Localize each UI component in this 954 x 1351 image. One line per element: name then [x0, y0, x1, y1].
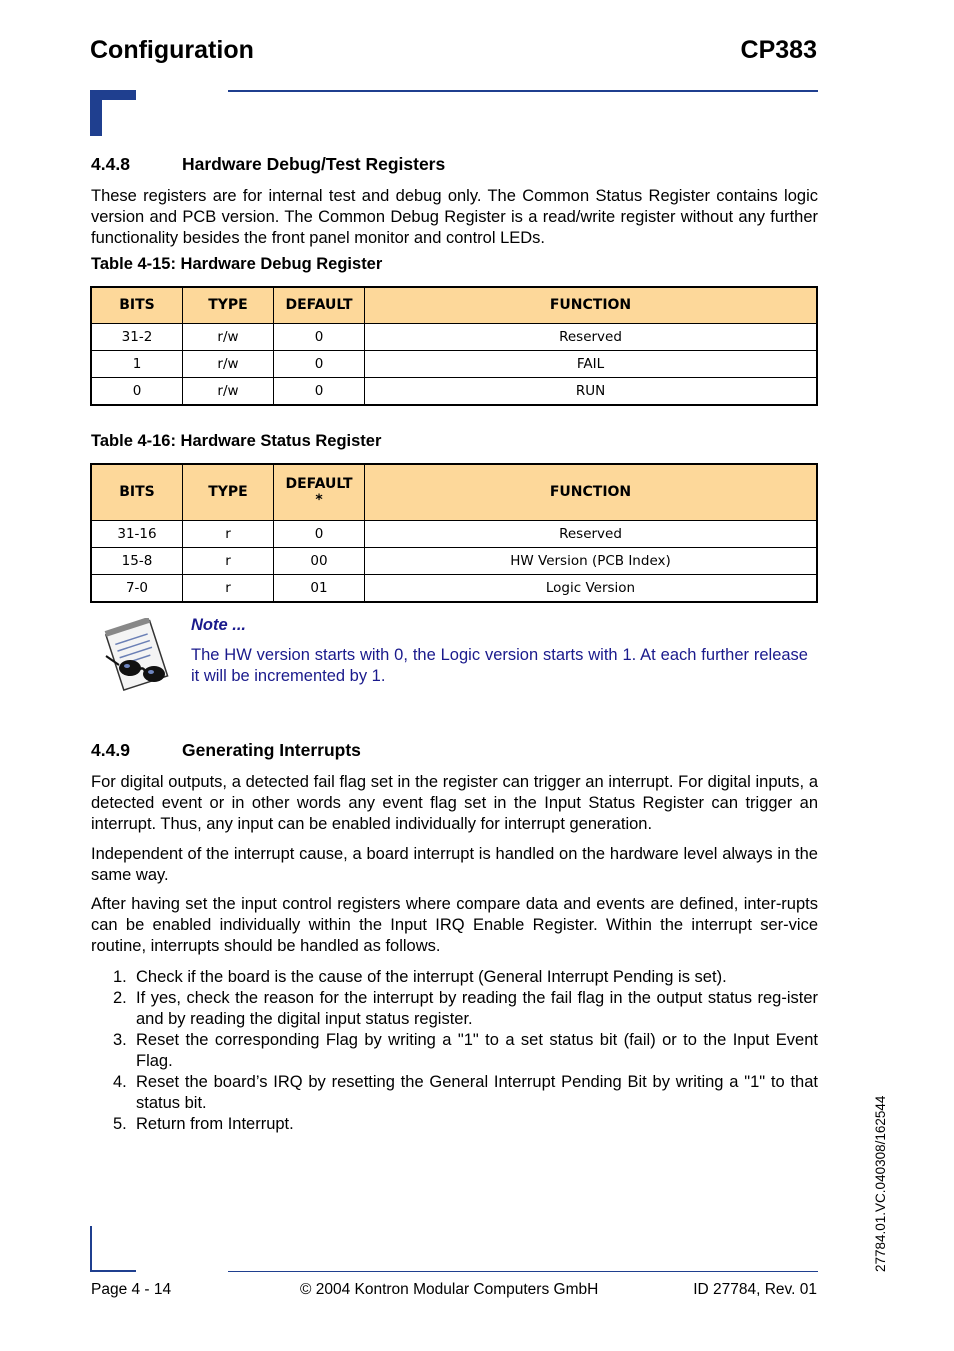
cell-default: 0: [274, 377, 365, 405]
note-notepad-glasses-icon: [100, 618, 176, 694]
cell-default: 00: [274, 547, 365, 574]
product-name: CP383: [740, 36, 817, 64]
section-number: 4.4.8: [91, 154, 130, 174]
col-header-function: FUNCTION: [365, 287, 818, 323]
note-title: Note ...: [191, 616, 247, 634]
hardware-debug-register-table: [90, 286, 818, 406]
list-item: [91, 988, 818, 1030]
col-header-type: TYPE: [183, 287, 274, 323]
table-header-row: [91, 287, 817, 323]
cell-function: Logic Version: [365, 574, 818, 602]
step-number: 1.: [113, 968, 127, 986]
cell-function: Reserved: [365, 323, 818, 350]
cell-function: HW Version (PCB Index): [365, 547, 818, 574]
cell-function: Reserved: [365, 520, 818, 547]
list-item: [91, 1114, 818, 1135]
col-header-default: DEFAULT: [274, 287, 365, 323]
list-item: [91, 1030, 818, 1072]
note-text: The HW version starts with 0, the Logic version starts with 1. At each further release it will be incremented by 1.: [191, 646, 808, 685]
footer-rule: [228, 1271, 818, 1272]
table-row: [91, 377, 817, 405]
footer-copyright: © 2004 Kontron Modular Computers GmbH: [300, 1281, 599, 1298]
cell-default: 0: [274, 350, 365, 377]
step-text: Check if the board is the cause of the interrupt (General Interrupt Pending is set).: [136, 968, 727, 986]
page-section-title: Configuration: [90, 36, 254, 64]
footer-doc-id: ID 27784, Rev. 01: [693, 1281, 817, 1298]
col-header-type: TYPE: [183, 464, 274, 520]
corner-bracket-icon: [90, 90, 136, 136]
cell-type: r/w: [183, 323, 274, 350]
cell-bits: 7-0: [91, 574, 183, 602]
step-number: 3.: [113, 1031, 127, 1049]
table-row: [91, 520, 817, 547]
step-number: 4.: [113, 1073, 127, 1091]
table-row: [91, 574, 817, 602]
cell-function: RUN: [365, 377, 818, 405]
table-row: [91, 323, 817, 350]
step-text: Return from Interrupt.: [136, 1115, 294, 1133]
step-number: 2.: [113, 989, 127, 1007]
section-heading-4-4-9: [91, 740, 361, 761]
section-title: Hardware Debug/Test Registers: [182, 154, 446, 174]
cell-type: r: [183, 520, 274, 547]
cell-bits: 15-8: [91, 547, 183, 574]
cell-bits: 31-16: [91, 520, 183, 547]
cell-function: FAIL: [365, 350, 818, 377]
cell-type: r/w: [183, 350, 274, 377]
cell-default: 01: [274, 574, 365, 602]
cell-bits: 0: [91, 377, 183, 405]
hardware-status-register-table: [90, 463, 818, 603]
section-number: 4.4.9: [91, 740, 130, 760]
cell-default: 0: [274, 520, 365, 547]
section-intro-paragraph: These registers are for internal test and debug only. The Common Status Register contains logic version and PCB version. The Common Debug Register is a read/write register without any further functionality besides the front panel monitor and control LEDs.: [91, 187, 818, 247]
paragraph-1: For digital outputs, a detected fail flag set in the register can trigger an interrupt. For digital inputs, a detected event or in other words any event flag set in the Input Status Register can trigger an interrupt. Thus, any input can be enabled individually for interrupt generation.: [91, 773, 818, 833]
footnote-mark: *: [315, 492, 323, 509]
step-text: Reset the corresponding Flag by writing a "1" to a set status bit (fail) or to the Input Event Flag.: [136, 1031, 818, 1070]
interrupt-steps-list: [91, 967, 818, 1135]
table-header-row: [91, 464, 817, 520]
cell-type: r: [183, 547, 274, 574]
list-item: [91, 1072, 818, 1114]
table-row: [91, 547, 817, 574]
col-header-default-label: DEFAULT: [285, 476, 353, 493]
list-item: [91, 967, 818, 988]
step-number: 5.: [113, 1115, 127, 1133]
cell-bits: 31-2: [91, 323, 183, 350]
cell-bits: 1: [91, 350, 183, 377]
table-caption-debug: Table 4-15: Hardware Debug Register: [91, 255, 383, 273]
cell-default: 0: [274, 323, 365, 350]
paragraph-2: Independent of the interrupt cause, a board interrupt is handled on the hardware level always in the same way.: [91, 845, 818, 884]
table-row: [91, 350, 817, 377]
step-text: Reset the board’s IRQ by resetting the General Interrupt Pending Bit by writing a "1" to that status bit.: [136, 1073, 818, 1112]
step-text: If yes, check the reason for the interrupt by reading the fail flag in the output status reg-ister and by reading the digital input status register.: [136, 989, 818, 1028]
side-document-id: 27784.01.VC.040308/162544: [873, 1095, 888, 1272]
header-rule: [228, 90, 818, 92]
cell-type: r/w: [183, 377, 274, 405]
col-header-bits: BITS: [91, 287, 183, 323]
section-heading-4-4-8: [91, 154, 445, 175]
footer-corner-bracket-icon: [90, 1226, 136, 1272]
paragraph-3: After having set the input control registers where compare data and events are defined, inter-rupts can be enabled individually within the Input IRQ Enable Register. Within the interrupt ser-vice routine, interrupts should be handled as follows.: [91, 895, 818, 955]
cell-type: r: [183, 574, 274, 602]
col-header-function: FUNCTION: [365, 464, 818, 520]
footer-page-number: Page 4 - 14: [91, 1281, 172, 1298]
section-title: Generating Interrupts: [182, 740, 361, 760]
col-header-bits: BITS: [91, 464, 183, 520]
table-caption-status: Table 4-16: Hardware Status Register: [91, 432, 382, 450]
col-header-default: [274, 464, 365, 520]
